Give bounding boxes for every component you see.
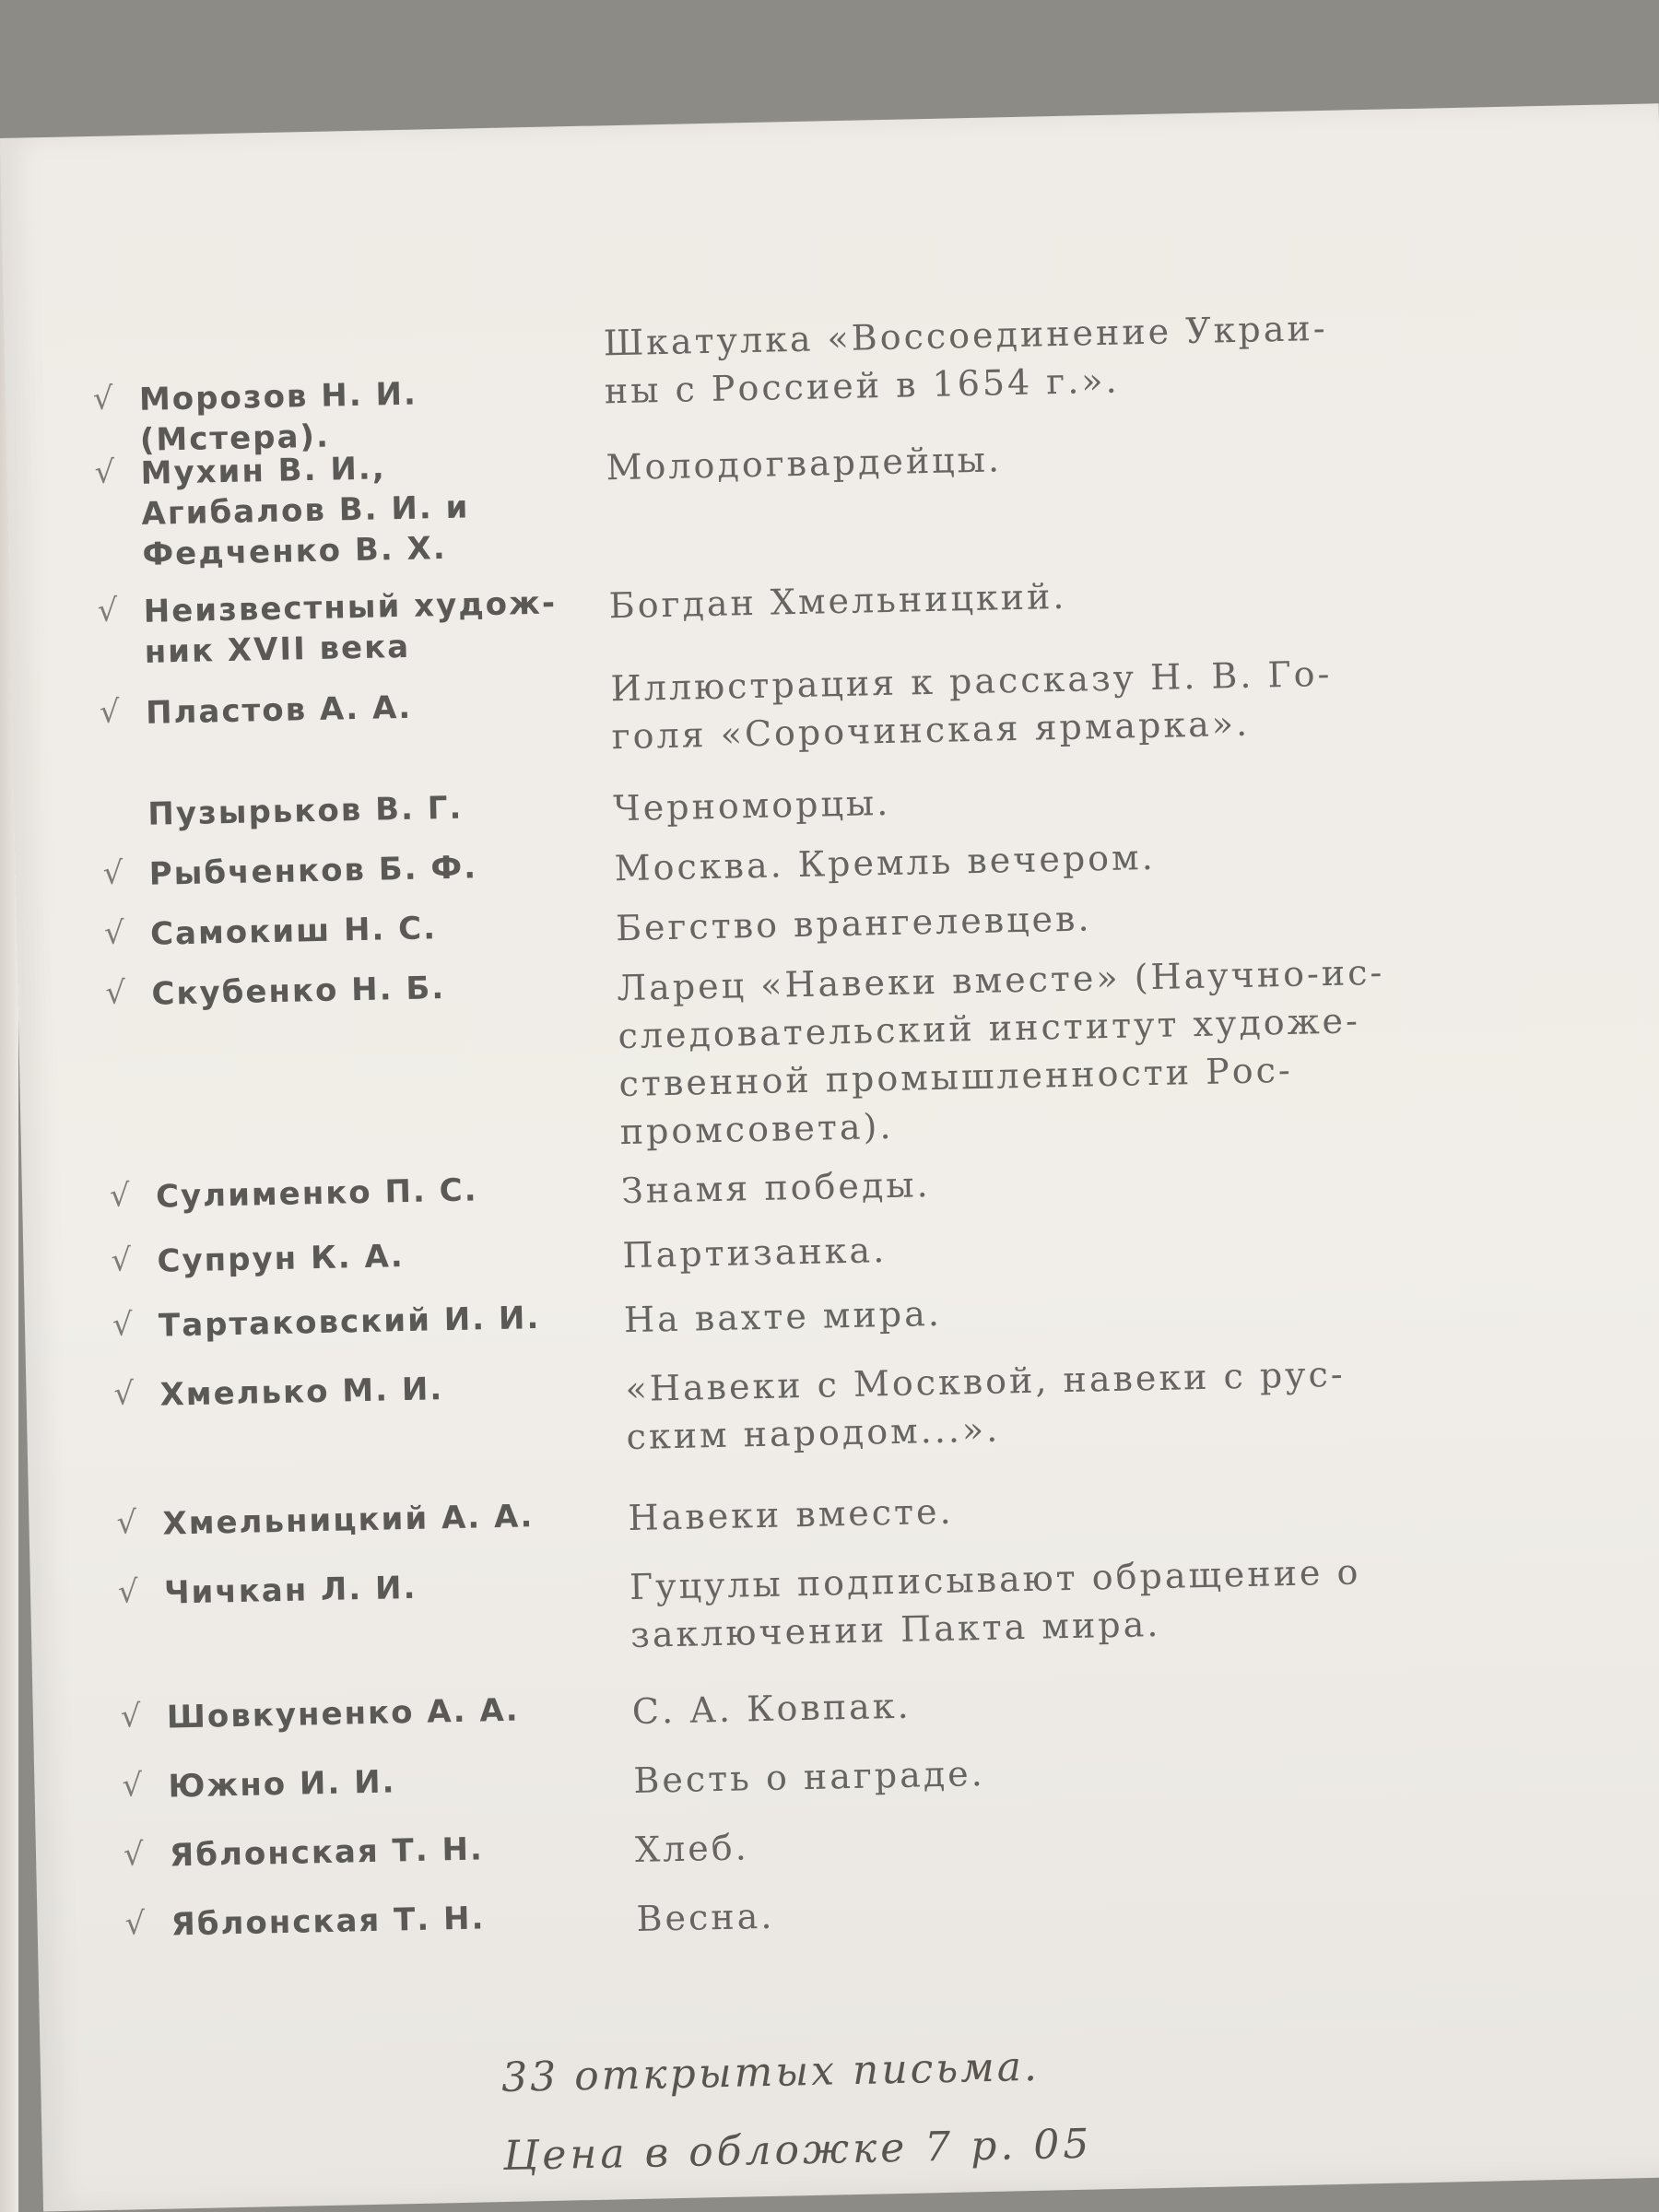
checkmark-icon: √ [105, 974, 126, 1012]
checkmark-icon: √ [103, 914, 125, 952]
checkmark-icon: √ [92, 380, 114, 418]
work-title: На вахте мира. [623, 1292, 943, 1341]
list-item [37, 1873, 1659, 1944]
checkmark-icon: √ [102, 854, 124, 892]
work-title: Ларец «Навеки вместе» (Научно-ис- следовательский институт художе- ственной промышленности Рос- промсовета). [616, 951, 1385, 1153]
work-title: Москва. Кремль вечером. [614, 836, 1157, 889]
list-item [34, 1735, 1659, 1806]
author-name: Мухин В. И., Агибалов В. И. и Федченко В. Х. [140, 450, 470, 573]
checkmark-icon: √ [94, 453, 115, 491]
work-title: С. А. Ковпак. [631, 1685, 912, 1733]
list-item [30, 1541, 1659, 1656]
work-title: Весна. [636, 1895, 775, 1939]
checkmark-icon: √ [97, 592, 118, 629]
author-name: Шовкуненко А. А. [166, 1691, 520, 1736]
checkmark-icon: √ [122, 1767, 143, 1805]
work-title: «Навеки с Москвой, навеки с рус- ским народом...». [625, 1353, 1347, 1458]
author-name: Чичкан Л. И. [163, 1569, 418, 1612]
author-name: Яблонская Т. Н. [169, 1830, 485, 1875]
work-title: Шкатулка «Воссоединение Украи- ны с Россией в 1654 г.». [603, 307, 1328, 412]
list-item [26, 1343, 1659, 1458]
checkmark-icon: √ [120, 1698, 141, 1735]
work-title: Молодогвардейцы. [606, 439, 1003, 488]
checkmark-icon: √ [123, 1836, 145, 1874]
checkmark-icon: √ [116, 1504, 137, 1542]
postcard-count: 33 открытых письма. [500, 2042, 1041, 2102]
checkmark-icon: √ [99, 693, 121, 731]
checkmark-icon: √ [117, 1573, 139, 1611]
checkmark-icon: √ [111, 1241, 132, 1279]
author-name: Хмелько М. И. [159, 1371, 444, 1414]
work-title: Навеки вместе. [628, 1490, 955, 1539]
checkmark-icon: √ [124, 1905, 146, 1943]
author-name: Самокиш Н. С. [149, 910, 438, 953]
author-name: Супрун К. А. [157, 1238, 406, 1280]
author-name: Морозов Н. И. (Мстера). [138, 375, 418, 459]
book-page [0, 103, 1659, 2211]
work-title: Бегство врангелевцев. [615, 898, 1092, 949]
author-name: Тартаковский И. И. [158, 1300, 541, 1345]
list-item [4, 297, 1659, 459]
list-item [32, 1665, 1659, 1736]
checkmark-icon: √ [109, 1177, 131, 1215]
work-title: Богдан Хмельницкий. [608, 575, 1067, 627]
checkmark-icon: √ [113, 1375, 135, 1413]
checkmark-icon: √ [112, 1306, 134, 1344]
list-item [36, 1804, 1659, 1875]
work-title: Гуцулы подписывают обращение о заключении Пакта мира. [629, 1551, 1361, 1656]
work-title: Весть о награде. [633, 1753, 986, 1801]
author-name: Скубенко Н. Б. [151, 970, 446, 1013]
entries-list [0, 103, 1659, 2211]
work-title: Иллюстрация к рассказу Н. В. Го- голя «Сорочинская ярмарка». [610, 653, 1333, 758]
author-name: Южно И. И. [168, 1763, 396, 1806]
work-title: Партизанка. [622, 1230, 888, 1277]
author-name: Пузырьков В. Г. [147, 789, 464, 833]
author-name: Рыбченков Б. Ф. [148, 849, 478, 893]
list-item [14, 762, 1659, 833]
author-name: Неизвестный худож- ник XVII века [143, 584, 558, 671]
work-title: Черноморцы. [612, 782, 891, 830]
author-name: Хмельницкий А. А. [162, 1498, 535, 1543]
price-line: Цена в обложке 7 р. 05 [502, 2120, 1093, 2181]
author-name: Яблонская Т. Н. [171, 1900, 486, 1944]
author-name: Пластов А. А. [145, 688, 413, 732]
work-title: Хлеб. [634, 1827, 750, 1870]
list-item [29, 1472, 1659, 1543]
work-title: Знамя победы. [620, 1164, 932, 1212]
author-name: Сулименко П. С. [155, 1171, 478, 1216]
